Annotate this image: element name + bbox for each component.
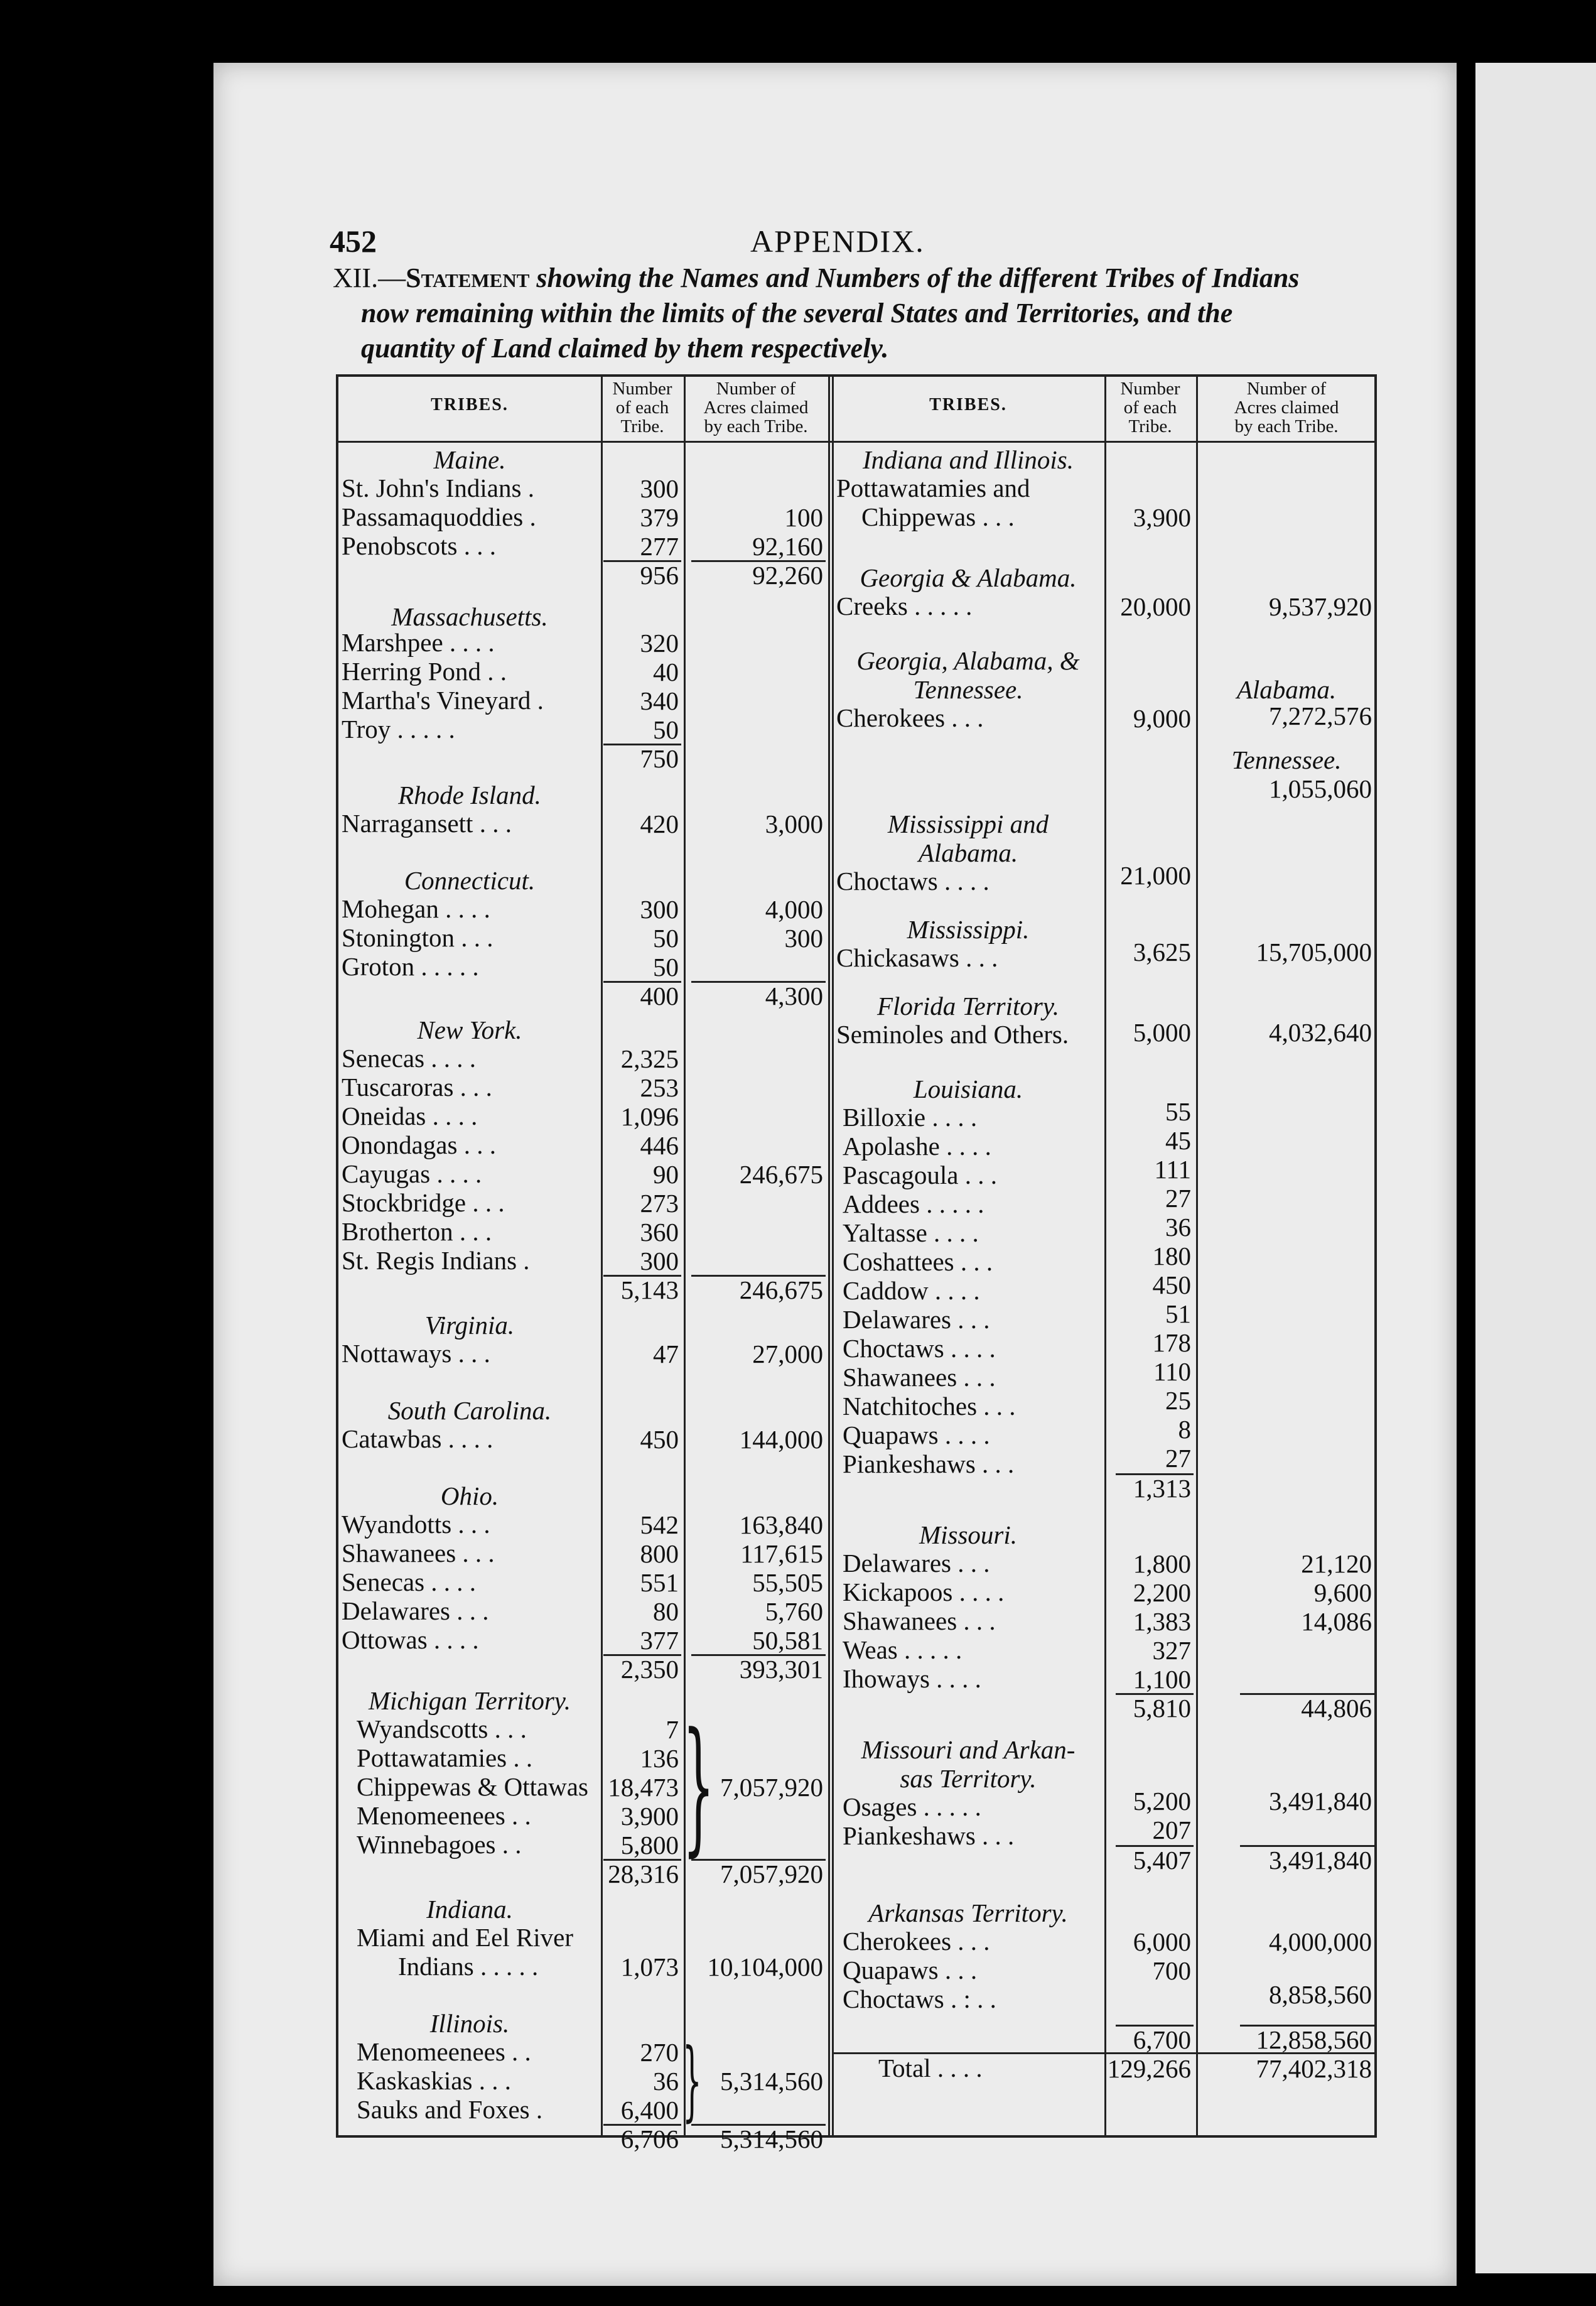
section-title: Missouri. [919, 1520, 1018, 1549]
tribe-name: Osages . . . . . [843, 1792, 981, 1821]
tribe-number: 1,383 [1133, 1607, 1191, 1636]
tribe-acres: 15,705,000 [1256, 938, 1372, 966]
tribe-number: 300 [640, 474, 679, 503]
section-title: Ohio. [440, 1481, 499, 1510]
tribe-number: 2,350 [620, 1655, 679, 1684]
tribe-number: 551 [640, 1568, 679, 1597]
tribe-acres: 27,000 [752, 1340, 823, 1368]
section-title: Michigan Territory. [369, 1686, 571, 1715]
tribe-name: Quapaws . . . . [843, 1421, 990, 1449]
tribe-number: 3,900 [620, 1802, 679, 1831]
section-title: Tennessee. [913, 675, 1023, 704]
section-title: Arkansas Territory. [868, 1898, 1068, 1927]
tribe-name: Groton . . . . . [342, 952, 479, 981]
tribe-number: 6,706 [620, 2125, 679, 2153]
tribe-name: Herring Pond . . [342, 657, 507, 686]
tribe-number: 27 [1165, 1444, 1191, 1473]
tribe-acres: 4,032,640 [1269, 1018, 1372, 1047]
tribe-name: St. Regis Indians . [342, 1246, 530, 1275]
tribe-acres: 4,300 [765, 982, 823, 1010]
tribe-number: 377 [640, 1626, 679, 1655]
tribe-number: 21,000 [1120, 861, 1191, 890]
tribe-name: Delawares . . . [843, 1305, 990, 1334]
tribe-number: 25 [1165, 1386, 1191, 1415]
tribe-name: Marshpee . . . . [342, 628, 495, 657]
tribe-number: 5,810 [1133, 1694, 1191, 1723]
section-title: Missouri and Arkan- [861, 1735, 1076, 1764]
tribe-number: 28,316 [608, 1859, 679, 1888]
tribe-name: Passamaquoddies . [342, 502, 536, 531]
tribe-name: Coshattees . . . [843, 1247, 993, 1276]
tribe-number: 420 [640, 809, 679, 838]
tribe-number: 3,625 [1133, 938, 1191, 966]
tribe-number: 55 [1165, 1097, 1191, 1126]
tribe-name: Chippewas & Ottawas [357, 1772, 588, 1801]
tribe-name: Quapaws . . . [843, 1956, 978, 1984]
section-title: Indiana. [426, 1895, 513, 1924]
tribe-acres: 300 [784, 924, 823, 953]
tribe-number: 1,800 [1133, 1549, 1191, 1578]
tribe-number: 27 [1165, 1184, 1191, 1213]
tribe-name: Tuscaroras . . . [342, 1073, 492, 1102]
tribe-number: 800 [640, 1539, 679, 1568]
tribe-number: 207 [1152, 1816, 1191, 1844]
column-rule [832, 377, 834, 2135]
tribe-name: Chippewas . . . [861, 502, 1015, 531]
tribe-name: Mohegan . . . . [342, 894, 490, 923]
tribe-name: Menomeenees . . [357, 2037, 531, 2066]
tribe-number: 300 [640, 1247, 679, 1275]
tribe-name: Shawanees . . . [342, 1539, 495, 1567]
tribe-acres: 5,314,560 [720, 2125, 823, 2153]
tribe-name: Cherokees . . . [843, 1927, 990, 1956]
tribe-number: 180 [1152, 1242, 1191, 1270]
tribe-number: 5,000 [1133, 1018, 1191, 1047]
tribe-number: 750 [640, 744, 679, 773]
column-rule [828, 377, 830, 2135]
tribe-acres: 4,000 [765, 895, 823, 924]
tribe-number: 47 [653, 1340, 679, 1368]
tribe-number: 956 [640, 561, 679, 590]
tribe-acres: 77,402,318 [1256, 2054, 1372, 2083]
tribe-acres: 3,491,840 [1269, 1787, 1372, 1816]
tribe-name: Piankeshaws . . . [843, 1449, 1015, 1478]
tribe-acres: 7,057,920 [720, 1773, 823, 1802]
tribe-acres: 10,104,000 [707, 1952, 823, 1981]
tribe-number: 50 [653, 924, 679, 953]
tribe-name: St. John's Indians . [342, 474, 534, 502]
tribe-number: 45 [1165, 1126, 1191, 1155]
tribe-name: Delawares . . . [342, 1596, 489, 1625]
section-title: South Carolina. [387, 1396, 552, 1425]
tribe-number: 2,200 [1133, 1578, 1191, 1607]
section-title: Virginia. [424, 1311, 515, 1340]
tribe-acres: 7,272,576 [1269, 701, 1372, 730]
tribe-name: Addees . . . . . [843, 1189, 984, 1218]
caption-lead: Statement [406, 263, 530, 293]
tribe-name: Menomeenees . . [357, 1801, 531, 1830]
tribe-acres: 44,806 [1301, 1694, 1372, 1723]
tribe-name: Weas . . . . . [843, 1635, 962, 1664]
col-acres-left: Number of Acres claimed by each Tribe. [703, 379, 809, 436]
tribe-number: 6,400 [620, 2096, 679, 2125]
section-title: New York. [417, 1015, 522, 1044]
section-title: Illinois. [429, 2009, 510, 2038]
tribe-name: Creeks . . . . . [836, 592, 973, 620]
tribe-number: 136 [640, 1744, 679, 1773]
tribe-number: 327 [1152, 1636, 1191, 1665]
tribe-number: 40 [653, 658, 679, 686]
tribe-number: 1,073 [620, 1952, 679, 1981]
tribe-acres: 92,260 [752, 561, 823, 590]
tribe-number: 6,000 [1133, 1927, 1191, 1956]
section-title: Rhode Island. [398, 781, 541, 809]
tribe-name: Choctaws . : . . [843, 1984, 996, 2013]
tribe-acres: 55,505 [752, 1568, 823, 1597]
tribe-name: Billoxie . . . . [843, 1103, 978, 1132]
tribe-acres: 50,581 [752, 1626, 823, 1655]
tribe-number: 6,700 [1133, 2025, 1191, 2054]
caption-line-3: quantity of Land claimed by them respectively. [361, 333, 889, 364]
tribe-acres: 163,840 [739, 1510, 823, 1539]
tribe-number: 5,143 [620, 1275, 679, 1304]
section-title: Alabama. [918, 838, 1018, 867]
tribe-number: 273 [640, 1189, 679, 1218]
section-title: Tennessee. [1231, 745, 1342, 774]
tribe-name: Indians . . . . . [398, 1952, 539, 1981]
tribe-number: 36 [653, 2067, 679, 2096]
tribe-acres: 3,000 [765, 809, 823, 838]
tribe-acres: 393,301 [739, 1655, 823, 1684]
tribe-name: Troy . . . . . [342, 715, 455, 744]
tribe-number: 700 [1152, 1956, 1191, 1985]
tribe-name: Kaskaskias . . . [357, 2066, 511, 2095]
col-number-left: Number of each Tribe. [612, 379, 672, 436]
tribe-acres: 246,675 [739, 1275, 823, 1304]
facing-page-edge [1475, 63, 1596, 2273]
tribe-acres: 5,314,560 [720, 2067, 823, 2096]
tribe-name: Ihoways . . . . [843, 1664, 981, 1693]
tribe-number: 129,266 [1107, 2054, 1191, 2083]
tribe-name: Wyandscotts . . . [357, 1714, 527, 1743]
col-acres-right: Number of Acres claimed by each Tribe. [1234, 379, 1339, 436]
tribe-number: 18,473 [608, 1773, 679, 1802]
tribe-acres: 144,000 [739, 1425, 823, 1454]
tribe-name: Ottowas . . . . [342, 1625, 479, 1654]
tribe-name: Apolashe . . . . [843, 1132, 991, 1161]
tribe-number: 1,096 [620, 1102, 679, 1131]
page-number: 452 [330, 224, 377, 259]
tribe-name: Cherokees . . . [836, 703, 984, 732]
tribe-name: Natchitoches . . . [843, 1392, 1016, 1421]
tribe-number: 253 [640, 1073, 679, 1102]
tribe-number: 36 [1165, 1213, 1191, 1242]
tribe-name: Onondagas . . . [342, 1130, 496, 1159]
tribe-name: Stockbridge . . . [342, 1188, 505, 1217]
tribe-number: 7 [666, 1715, 679, 1744]
tribe-name: Winnebagoes . . [357, 1830, 522, 1859]
tribe-name: Shawanees . . . [843, 1363, 996, 1392]
section-title: Mississippi and [887, 809, 1049, 838]
tribe-name: Piankeshaws . . . [843, 1821, 1015, 1850]
tribe-name: Nottaways . . . [342, 1339, 490, 1368]
tribe-number: 400 [640, 982, 679, 1010]
tribe-name: Pottawatamies and [836, 474, 1030, 502]
section-title: Indiana and Illinois. [863, 445, 1074, 474]
section-title: Louisiana. [913, 1075, 1023, 1103]
tribe-acres: 1,055,060 [1269, 774, 1372, 803]
tribe-name: Oneidas . . . . [342, 1102, 478, 1130]
tribe-number: 111 [1154, 1155, 1191, 1184]
tribe-acres: 100 [784, 503, 823, 532]
tribe-number: 9,000 [1133, 704, 1191, 733]
tribe-name: Brotherton . . . [342, 1217, 492, 1246]
tribe-acres: 14,086 [1301, 1607, 1372, 1636]
running-title: APPENDIX. [750, 224, 925, 259]
table-caption [333, 261, 1350, 366]
section-title: Alabama. [1236, 675, 1337, 704]
tribe-number: 20,000 [1120, 592, 1191, 621]
tribe-number: 80 [653, 1597, 679, 1626]
tribe-number: 277 [640, 532, 679, 561]
tribe-acres: 246,675 [739, 1160, 823, 1189]
tribe-name: Sauks and Foxes . [357, 2095, 543, 2124]
tribe-name: Senecas . . . . [342, 1044, 477, 1073]
col-tribes-left: TRIBES. [431, 395, 509, 414]
tribe-number: 340 [640, 686, 679, 715]
tribe-number: 300 [640, 895, 679, 924]
total-label: Total . . . . [878, 2054, 983, 2082]
tribe-number: 5,407 [1133, 1846, 1191, 1875]
tribe-number: 446 [640, 1131, 679, 1160]
tribe-acres: 8,858,560 [1269, 1980, 1372, 2009]
tribe-acres: 5,760 [765, 1597, 823, 1626]
tribe-number: 542 [640, 1510, 679, 1539]
tribe-acres: 9,600 [1313, 1578, 1372, 1607]
section-title: sas Territory. [900, 1764, 1037, 1793]
tribe-name: Miami and Eel River [357, 1923, 573, 1952]
section-title: Georgia, Alabama, & [856, 646, 1080, 675]
tribe-name: Yaltasse . . . . [843, 1218, 979, 1247]
tribe-name: Choctaws . . . . [843, 1334, 996, 1363]
section-title: Maine. [433, 445, 506, 474]
tribe-name: Pottawatamies . . [357, 1743, 533, 1772]
col-tribes-right: TRIBES. [929, 395, 1007, 414]
tribe-acres: 92,160 [752, 532, 823, 561]
tribe-name: Stonington . . . [342, 923, 493, 952]
tribe-number: 3,900 [1133, 503, 1191, 532]
tribe-acres: 117,615 [740, 1539, 823, 1568]
tribe-number: 51 [1165, 1299, 1191, 1328]
tribe-number: 360 [640, 1218, 679, 1247]
tribe-number: 178 [1152, 1328, 1191, 1357]
tribe-name: Penobscots . . . [342, 531, 496, 560]
section-title: Massachusetts. [391, 602, 548, 631]
tribe-number: 2,325 [620, 1044, 679, 1073]
tribe-name: Choctaws . . . . [836, 867, 989, 896]
tribe-number: 379 [640, 503, 679, 532]
tribe-acres: 7,057,920 [720, 1859, 823, 1888]
tribes-table [336, 374, 1377, 2153]
tribe-number: 50 [653, 715, 679, 744]
tribe-name: Caddow . . . . [843, 1276, 980, 1305]
tribe-name: Wyandotts . . . [342, 1510, 490, 1539]
tribe-name: Catawbas . . . . [342, 1424, 493, 1453]
tribe-name: Cayugas . . . . [342, 1159, 482, 1188]
tribe-acres: 4,000,000 [1269, 1927, 1372, 1956]
tribe-number: 1,100 [1133, 1665, 1191, 1694]
tribe-number: 50 [653, 953, 679, 982]
caption-line-2: now remaining within the limits of the several States and Territories, and the [361, 298, 1233, 328]
tribe-number: 1,313 [1133, 1474, 1191, 1503]
header-rule [338, 441, 1374, 443]
tribe-acres: 3,491,840 [1269, 1846, 1372, 1875]
tribe-number: 450 [1152, 1270, 1191, 1299]
tribe-number: 320 [640, 629, 679, 658]
tribe-acres: 9,537,920 [1269, 592, 1372, 621]
section-title: Mississippi. [907, 915, 1030, 944]
tribe-number: 5,800 [620, 1831, 679, 1859]
tribe-number: 110 [1153, 1357, 1191, 1386]
tribe-name: Seminoles and Others. [836, 1020, 1069, 1049]
tribe-number: 450 [640, 1425, 679, 1454]
tribe-name: Narragansett . . . [342, 809, 512, 838]
tribe-name: Kickapoos . . . . [843, 1578, 1005, 1606]
tribe-acres: 21,120 [1301, 1549, 1372, 1578]
col-number-right: Number of each Tribe. [1120, 379, 1180, 436]
section-title: Connecticut. [404, 866, 536, 895]
caption-numeral: XII.— [333, 263, 406, 293]
tribe-name: Shawanees . . . [843, 1606, 996, 1635]
tribe-number: 270 [640, 2038, 679, 2067]
tribe-name: Pascagoula . . . [843, 1161, 997, 1189]
caption-line-1: showing the Names and Numbers of the different Tribes of Indians [536, 263, 1300, 293]
brace-icon: } [682, 2030, 702, 2131]
tribe-number: 90 [653, 1160, 679, 1189]
section-title: Florida Territory. [876, 992, 1060, 1020]
section-title: Georgia & Alabama. [860, 563, 1077, 592]
tribe-number: 5,200 [1133, 1787, 1191, 1816]
tribe-name: Chickasaws . . . [836, 943, 998, 972]
tribe-acres: 12,858,560 [1256, 2025, 1372, 2054]
tribe-number: 8 [1178, 1415, 1191, 1444]
tribe-name: Delawares . . . [843, 1549, 990, 1578]
tribe-name: Senecas . . . . [342, 1567, 477, 1596]
brace-icon: } [682, 1702, 715, 1870]
tribe-name: Martha's Vineyard . [342, 686, 544, 715]
